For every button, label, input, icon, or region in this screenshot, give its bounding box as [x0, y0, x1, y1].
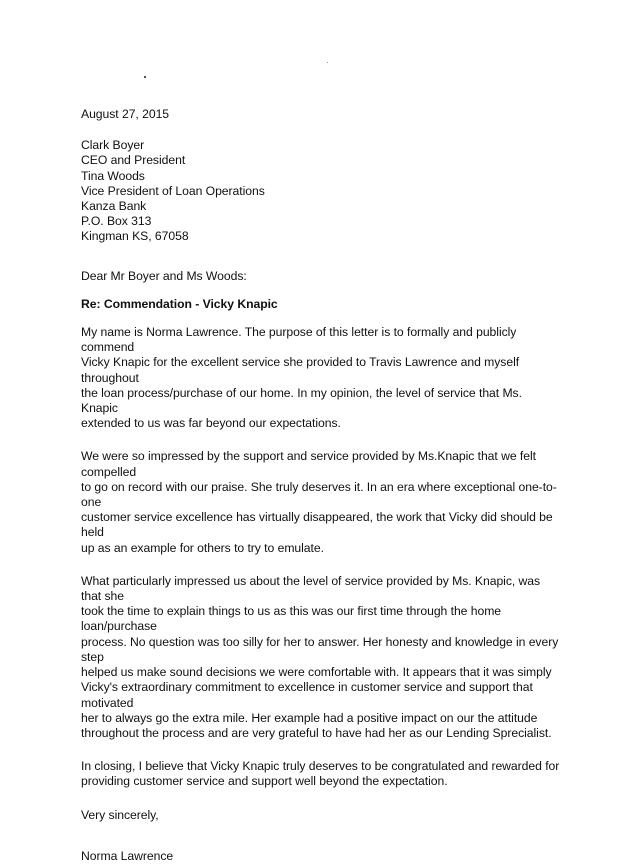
paragraph-line: helped us make sound decisions we were comfortable with. It appears that it was simply: [81, 665, 552, 680]
paragraph-line: her to always go the extra mile. Her example had a positive impact on our the attitude: [81, 710, 538, 725]
paragraph-line: process. No question was too silly for her to answer. Her honesty and knowledge in every step: [81, 634, 559, 664]
paragraph-line: the loan process/purchase of our home. In my opinion, the level of service that Ms. Knapic: [81, 385, 522, 416]
subject-line: Re: Commendation - Vicky Knapic: [81, 296, 278, 311]
paragraph-1: [81, 325, 561, 431]
closing: Very sincerely,: [81, 807, 159, 822]
recipient-line: Kingman KS, 67058: [81, 229, 189, 244]
paragraph-line: took the time to explain things to us as this was our first time through the home loan/purchase: [81, 604, 502, 634]
salutation: Dear Mr Boyer and Ms Woods:: [81, 268, 247, 283]
recipient-line: Tina Woods: [81, 168, 145, 183]
recipient-line: Vice President of Loan Operations: [81, 183, 265, 198]
letter-date: August 27, 2015: [81, 107, 170, 121]
recipient-line: Kanza Bank: [81, 199, 147, 214]
scan-speck: [327, 62, 328, 63]
scan-speck: [144, 76, 146, 78]
recipient-line: Clark Boyer: [81, 138, 145, 153]
paragraph-line: up as an example for others to try to emulate.: [81, 540, 324, 555]
paragraph-3: [81, 574, 561, 741]
paragraph-line: We were so impressed by the support and service provided by Ms.Knapic that we felt compelled: [81, 449, 536, 479]
paragraph-line: providing customer service and support well beyond the expectation.: [81, 774, 448, 789]
recipient-line: CEO and President: [81, 153, 186, 168]
paragraph-line: In closing, I believe that Vicky Knapic truly deserves to be congratulated and rewarded for: [81, 759, 560, 774]
paragraph-line: customer service excellence has virtually disappeared, the work that Vicky did should be held: [81, 510, 553, 540]
paragraph-line: extended to us was far beyond our expectations.: [81, 416, 341, 431]
paragraph-4: [81, 759, 561, 789]
paragraph-line: What particularly impressed us about the level of service provided by Ms. Knapic, was that she: [81, 573, 541, 604]
paragraph-line: throughout the process and are very grateful to have had her as our Lending Sprecialist.: [81, 725, 552, 740]
letter-body: [81, 107, 561, 864]
paragraph-2: [81, 449, 561, 555]
paragraph-line: Vicky Knapic for the excellent service she provided to Travis Lawrence and myself throughout: [81, 355, 520, 385]
recipient-address: [81, 138, 561, 244]
signature-name: Norma Lawrence: [81, 848, 174, 863]
paragraph-line: My name is Norma Lawrence. The purpose of this letter is to formally and publicly commend: [81, 325, 517, 355]
recipient-line: P.O. Box 313: [81, 214, 152, 229]
paragraph-line: Vicky's extraordinary commitment to excellence in customer service and support that motivated: [81, 680, 533, 710]
paragraph-line: to go on record with our praise. She truly deserves it. In an era where exceptional one-to-one: [81, 479, 557, 510]
